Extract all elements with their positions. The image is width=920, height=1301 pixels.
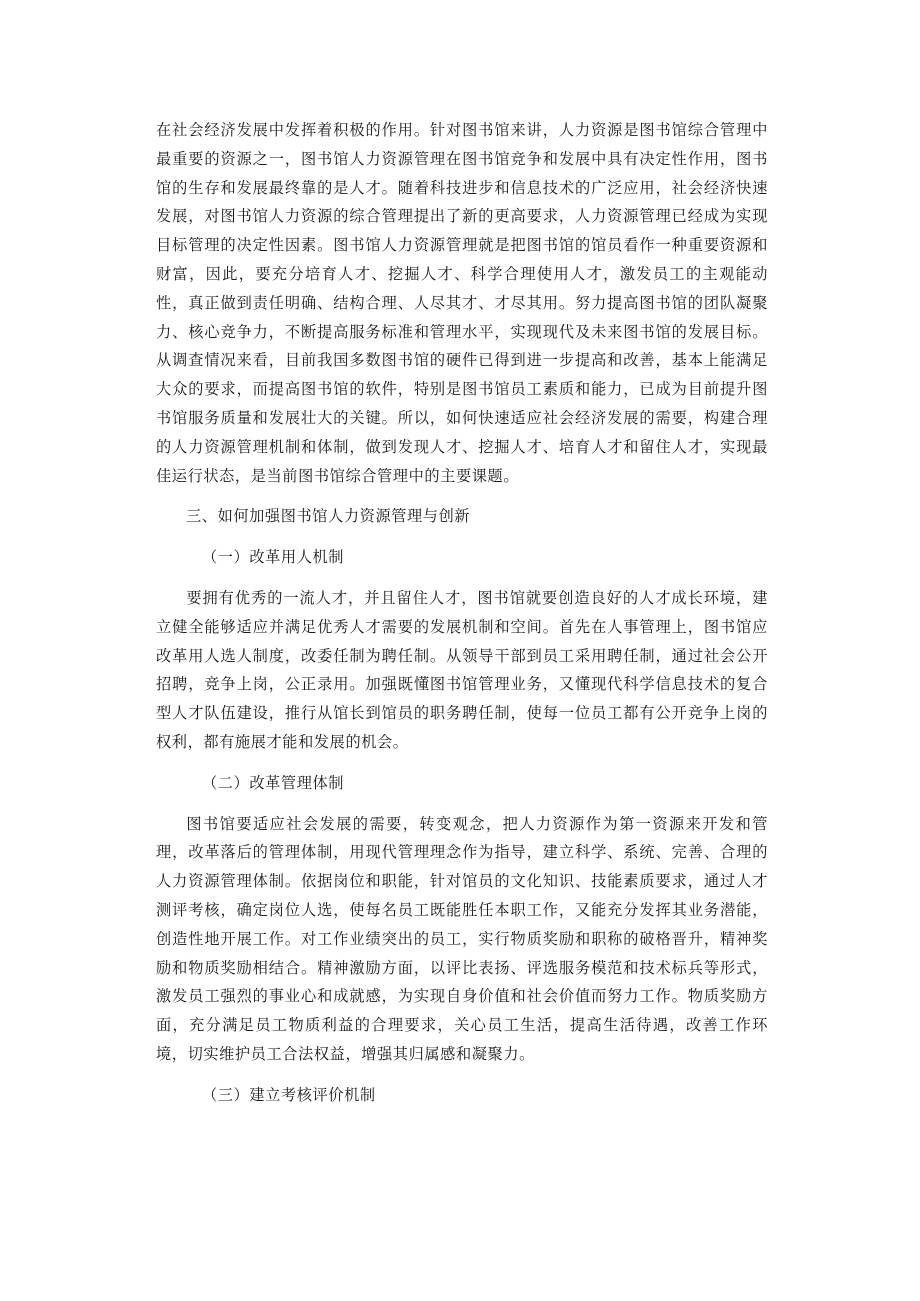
subsection-heading-3: （三）建立考核评价机制	[202, 1085, 376, 1104]
subsection-heading-1: （一）改革用人机制	[202, 548, 345, 567]
subsection-heading-2: （二）改革管理体制	[202, 773, 345, 792]
subsection-2-paragraph: 图书馆要适应社会发展的需要，转变观念，把人力资源作为第一资源来开发和管理，改革落后的管理体制，用现代管理理念作为指导，建立科学、系统、完善、合理的人力资源管理体制。依据岗位和职能，针对馆员的文化知识、技能素质要求，通过人才测评考核，确定岗位人选，使每名员工既能胜任本职工作，又能充分发挥其业务潜能，创造性地开展工作。对工作业绩突出的员工，实行物质奖励和职称的破格晋升，精神奖励和物质奖励相结合。精神激励方面，以评比表扬、评选服务模范和技术标兵等形式，激发员工强烈的事业心和成就感，为实现自身价值和社会价值而努力工作。物质奖励方面，充分满足员工物质利益的合理要求，关心员工生活，提高生活待遇，改善工作环境，切实维护员工合法权益，增强其归属感和凝聚力。	[156, 814, 768, 1063]
subsection-1-paragraph: 要拥有优秀的一流人才，并且留住人才，图书馆就要创造良好的人才成长环境，建立健全能够适应并满足优秀人才需要的发展机制和空间。首先在人事管理上，图书馆应改革用人选人制度，改委任制为聘任制。从领导干部到员工采用聘任制，通过社会公开招聘，竞争上岗，公正录用。加强既懂图书馆管理业务，又懂现代科学信息技术的复合型人才队伍建设，推行从馆长到馆员的职务聘任制，使每一位员工都有公开竞争上岗的权利，都有施展才能和发展的机会。	[156, 588, 768, 751]
section-heading: 三、如何加强图书馆人力资源管理与创新	[186, 507, 471, 526]
body-paragraph-continued: 在社会经济发展中发挥着积极的作用。针对图书馆来讲，人力资源是图书馆综合管理中最重要的资源之一，图书馆人力资源管理在图书馆竞争和发展中具有决定性作用，图书馆的生存和发展最终靠的是人才。随着科技进步和信息技术的广泛应用，社会经济快速发展，对图书馆人力资源的综合管理提出了新的更高要求，人力资源管理已经成为实现目标管理的决定性因素。图书馆人力资源管理就是把图书馆的馆员看作一种重要资源和财富，因此，要充分培育人才、挖掘人才、科学合理使用人才，激发员工的主观能动性，真正做到责任明确、结构合理、人尽其才、才尽其用。努力提高图书馆的团队凝聚力、核心竞争力，不断提高服务标准和管理水平，实现现代及未来图书馆的发展目标。从调查情况来看，目前我国多数图书馆的硬件已得到进一步提高和改善，基本上能满足大众的要求，而提高图书馆的软件，特别是图书馆员工素质和能力，已成为目前提升图书馆服务质量和发展壮大的关键。所以，如何快速适应社会经济发展的需要，构建合理的人力资源管理机制和体制，做到发现人才、挖掘人才、培育人才和留住人才，实现最佳运行状态，是当前图书馆综合管理中的主要课题。	[156, 121, 768, 485]
document-page	[156, 116, 768, 1110]
